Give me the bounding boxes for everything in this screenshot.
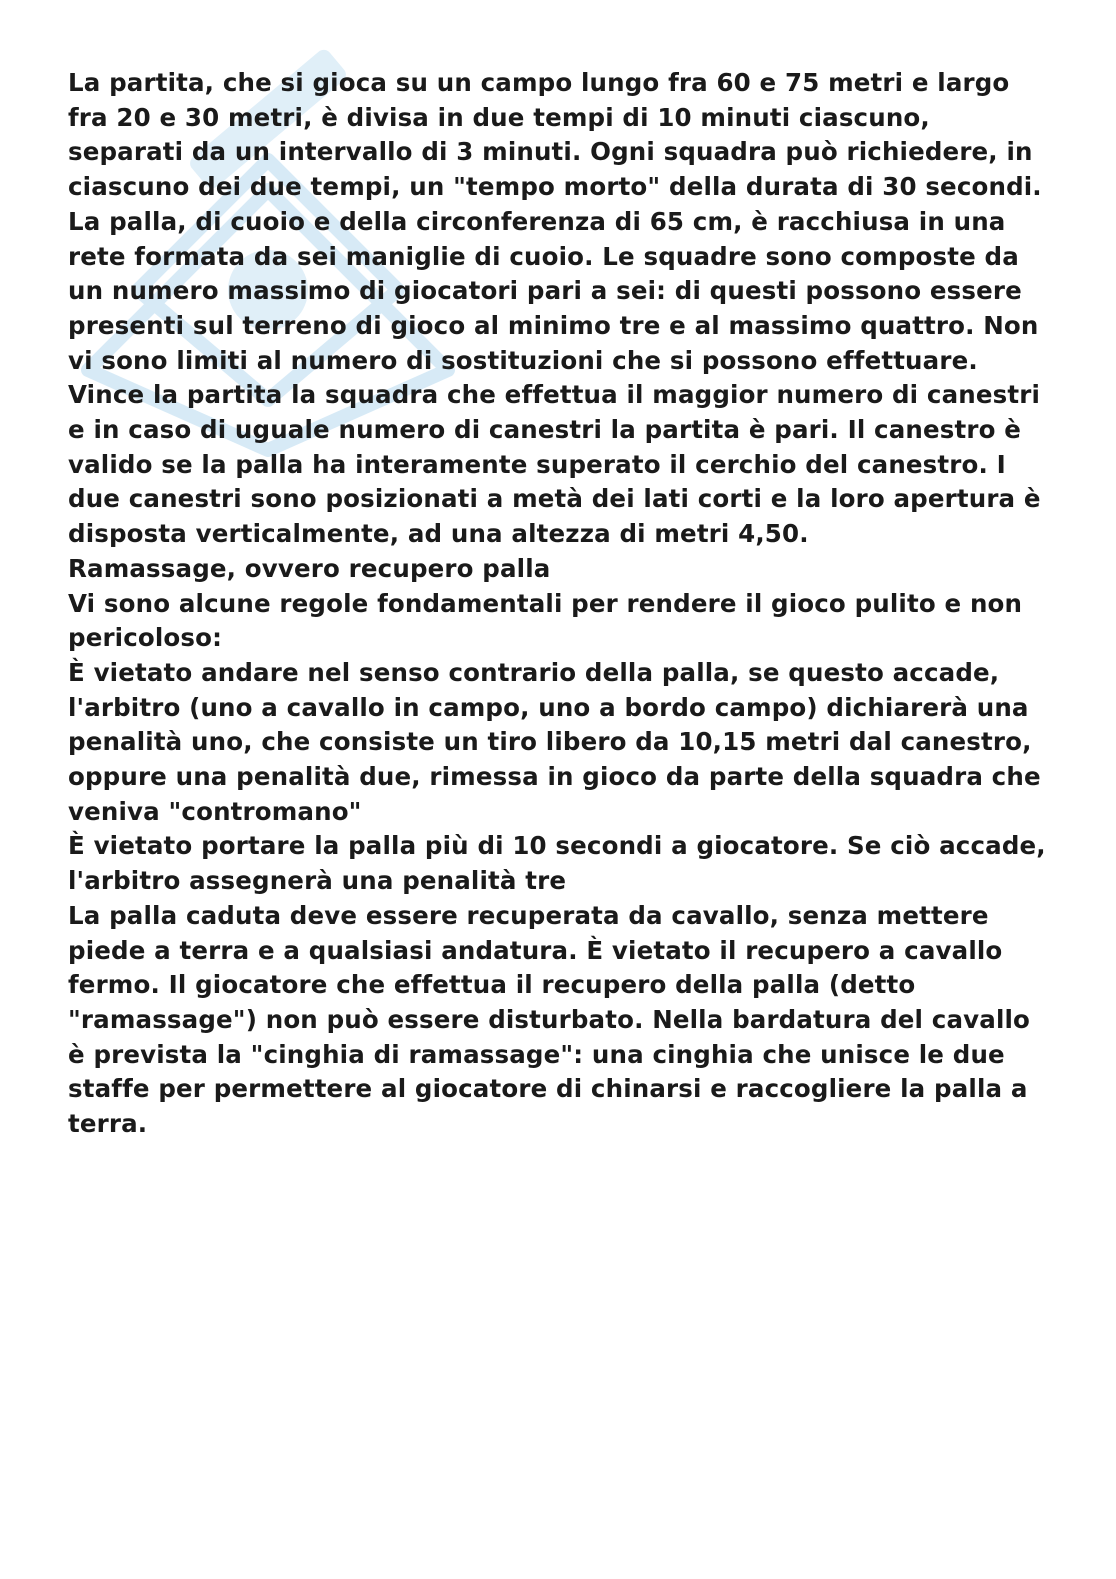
paragraph-rule-ten-seconds: È vietato portare la palla più di 10 secondi a giocatore. Se ciò accade, l'arbitro assegnerà una penalità tre [68,831,1046,896]
paragraph-ball-and-teams: La palla, di cuoio e della circonferenza di 65 cm, è racchiusa in una rete formata da sei maniglie di cuoio. Le squadre sono composte da un numero massimo di giocatori pari a sei: di questi possono essere presenti sul terreno di gioco al minimo tre e al massimo quattro. Non vi sono limiti al numero di sostituzioni che si possono effettuare. [68,206,1039,375]
document-body [68,66,1048,1142]
paragraph-match-duration: La partita, che si gioca su un campo lungo fra 60 e 75 metri e largo fra 20 e 30 metri, è divisa in due tempi di 10 minuti ciascuno, separati da un intervallo di 3 minuti. Ogni squadra può richiedere, in ciascuno dei due tempi, un "tempo morto" della durata di 30 secondi. [68,68,1042,202]
paragraph-rule-ramassage: La palla caduta deve essere recuperata da cavallo, senza mettere piede a terra e a qualsiasi andatura. È vietato il recupero a cavallo fermo. Il giocatore che effettua il recupero della palla (detto "ramassage") non può essere disturbato. Nella bardatura del cavallo è prevista la "cinghia di ramassage": una cinghia che unisce le due staffe per permettere al giocatore di chinarsi e raccogliere la palla a terra. [68,900,1031,1139]
paragraph-scoring: Vince la partita la squadra che effettua il maggior numero di canestri e in caso di uguale numero di canestri la partita è pari. Il canestro è valido se la palla ha interamente superato il cerchio del canestro. I due canestri sono posizionati a metà dei lati corti e la loro apertura è disposta verticalmente, ad una altezza di metri 4,50. [68,380,1041,549]
section-heading-ramassage: Ramassage, ovvero recupero palla [68,553,551,583]
paragraph-rules-intro: Vi sono alcune regole fondamentali per rendere il gioco pulito e non pericoloso: [68,588,1023,653]
paragraph-rule-direction: È vietato andare nel senso contrario della palla, se questo accade, l'arbitro (uno a cavallo in campo, uno a bordo campo) dichiarerà una penalità uno, che consiste un tiro libero da 10,15 metri dal canestro, oppure una penalità due, rimessa in gioco da parte della squadra che veniva "contromano" [68,657,1041,826]
